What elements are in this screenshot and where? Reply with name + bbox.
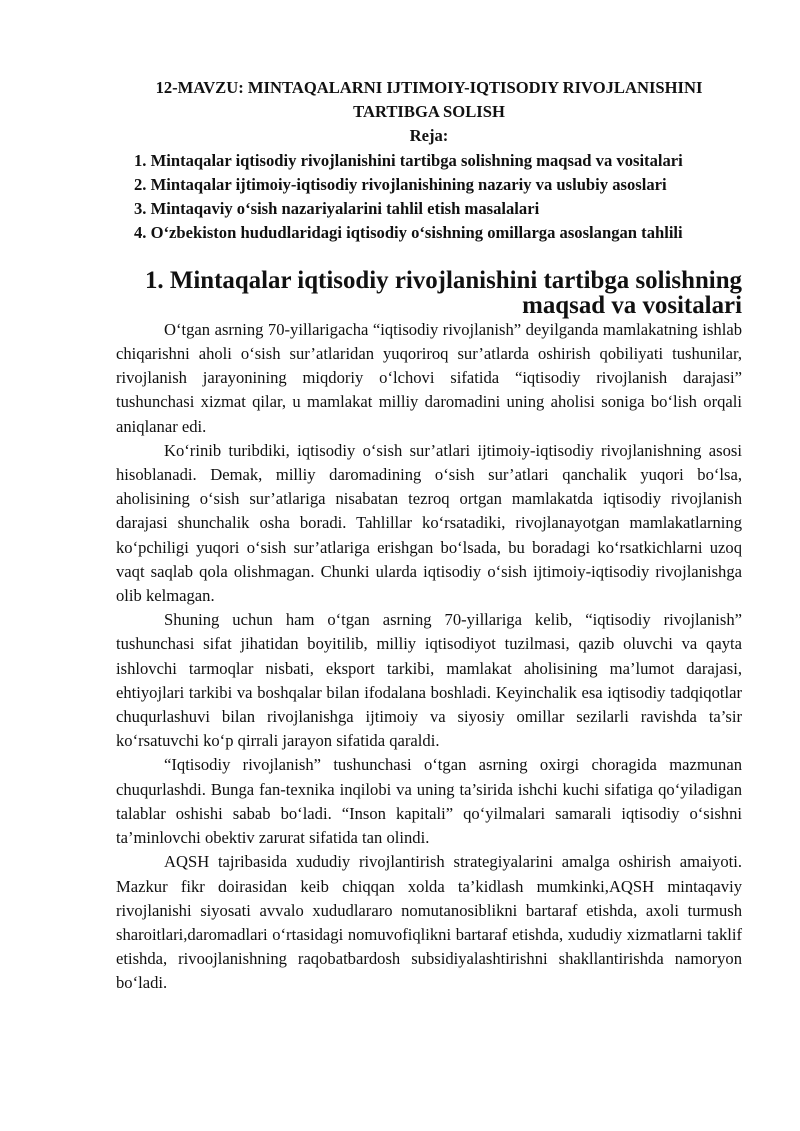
plan-item: 4. O‘zbekiston hududlaridagi iqtisodiy o‘sishning omillarga asoslangan tahlili xyxy=(134,223,683,243)
plan-item: 2. Mintaqalar ijtimoiy-iqtisodiy rivojlanishining nazariy va uslubiy asoslari xyxy=(134,174,667,194)
plan-item: 3. Mintaqaviy o‘sish nazariyalarini tahlil etish masalalari xyxy=(134,199,540,219)
plan-item: 1. Mintaqalar iqtisodiy rivojlanishini tartibga solishning maqsad va vositalari xyxy=(134,150,683,170)
paragraph: Ko‘rinib turibdiki, iqtisodiy o‘sish sur’atlari ijtimoiy-iqtisodiy rivojlanishning asosi hisoblanadi. Demak, milliy daromadining o‘sish sur’atlari qanchalik yuqori bo‘lsa, aholisining o‘sish sur’atlariga nisabatan tezroq ortgan mamlakatda iqtisodiy rivojlanish darajasi shunchalik osha boradi. Tahlillar ko‘rsatadiki, rivojlanayotgan mamlakatlarning ko‘pchiligi yuqori o‘sish sur’atlariga erishgan bo‘lsada, bu boradagi ko‘rsatkichlarni uzoq vaqt saqlab qola olishmagan. Chunki ularda iqtisodiy o‘sish ijtimoiy-iqtisodiy rivojlanishga olib kelmagan. xyxy=(116,440,742,606)
title-line-1: 12-MAVZU: MINTAQALARNI IJTIMOIY-IQTISODIY RIVOJLANISHINI xyxy=(155,78,703,97)
section-1-heading: 1. Mintaqalar iqtisodiy rivojlanishini tartibga solishning maqsad va vositalari xyxy=(144,267,742,319)
paragraph: O‘tgan asrning 70-yillarigacha “iqtisodiy rivojlanish” deyilganda mamlakatning ishlab chiqarishni aholi o‘sish sur’atlaridan yuqoriroq sur’atlarda oshirish qobiliyati tushunilar, rivojlanish jarayonining miqdoriy o‘lchovi sifatida “iqtisodiy rivojlanish darajasi” tushunchasi xizmat qilar, u mamlakat milliy daromadini uning aholisi soniga bo‘lish orqali aniqlanar edi. xyxy=(116,319,742,436)
plan-heading: Reja: xyxy=(409,126,449,146)
paragraph: “Iqtisodiy rivojlanish” tushunchasi o‘tgan asrning oxirgi choragida mazmunan chuqurlashdi. Bunga fan-texnika inqilobi va uning ta’sirida ishchi kuchi sifatiga qo‘yiladigan talablar oshishi sabab bo‘ladi. “Inson kapitali” qo‘yilmalari samarali iqtisodiy o‘sishni ta’minlovchi obektiv zarurat sifatida tan olindi. xyxy=(116,755,742,848)
paragraph: AQSH tajribasida xududiy rivojlantirish strategiyalarini amalga oshirish amaiyoti. Mazkur fikr doirasidan keib chiqqan xolda ta’kidlash mumkinki,AQSH mintaqaviy rivojlanishi siyosati avvalo xududlararo nomutanosiblikni bartaraf etishda, axoli turmush sharoitlari,daromadlari o‘rtasidagi nomuvofiqlikni bartaraf etishda, xududiy xizmatlarni taklif etishda, rivoojlanishning raqobatbardosh subsidiyalashtirishni shakllantirishda namoryon bo‘ladi. xyxy=(116,852,742,993)
document-title xyxy=(116,76,742,124)
paragraph: Shuning uchun ham o‘tgan asrning 70-yillariga kelib, “iqtisodiy rivojlanish” tushunchasi sifat jihatidan boyitilib, milliy iqtisodiyot tuzilmasi, qazib oluvchi va qayta ishlovchi tarmoqlar nisbati, eksport tarkibi, mamlakat aholisining ma’lumot darajasi, ehtiyojlari tarkibi va boshqalar bilan ifodalana boshladi. Keyinchalik esa iqtisodiy tadqiqotlar chuqurlashuvi bilan rivojlanishga ijtimoiy va siyosiy omillar sezilarli ravishda ta’sir ko‘rsatuvchi ko‘p qirrali jarayon sifatida qaraldi. xyxy=(116,610,742,751)
title-line-2: TARTIBGA SOLISH xyxy=(353,102,505,122)
plan-list xyxy=(116,149,742,246)
